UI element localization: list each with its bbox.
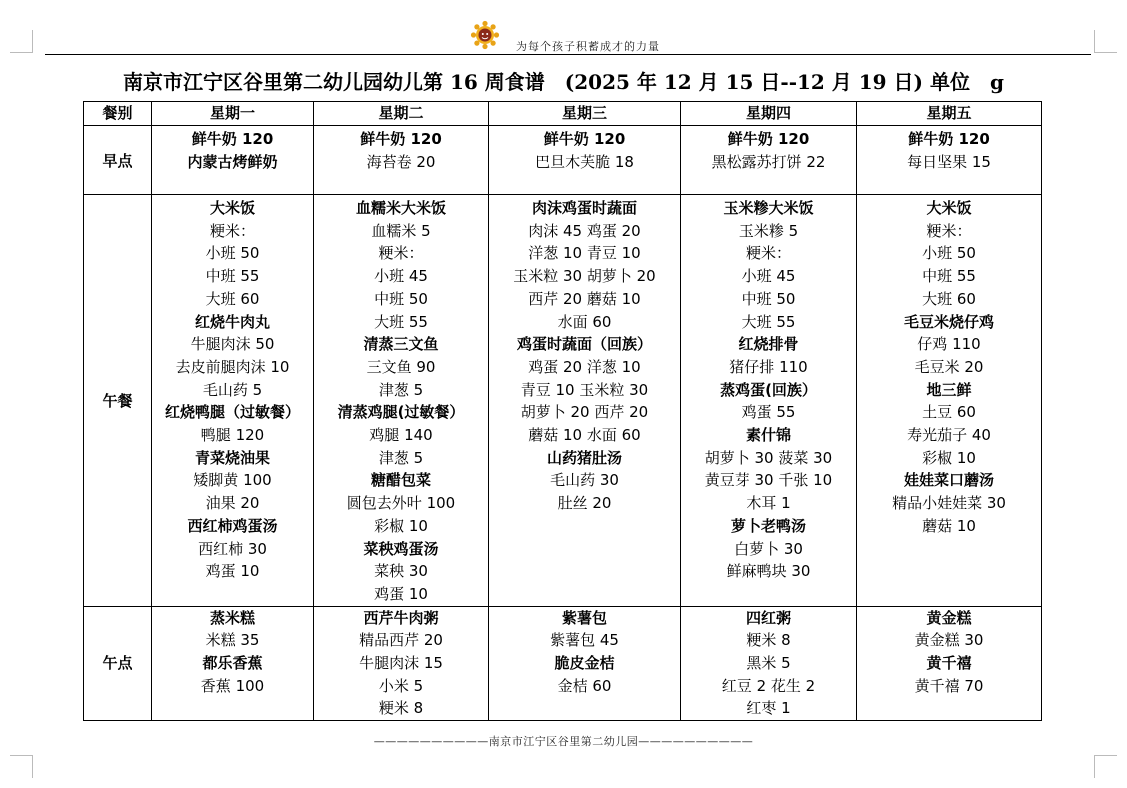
ingredient-line: 玉米糁 5 <box>738 221 799 240</box>
ingredient-line: 中班 50 <box>741 289 796 308</box>
ingredient-line: 彩椒 10 <box>922 448 976 467</box>
menu-cell <box>857 195 1042 607</box>
menu-cell <box>681 195 857 607</box>
ingredient-line: 牛腿肉沫 15 <box>359 654 443 673</box>
ingredient-line: 黄千禧 70 <box>914 676 984 695</box>
ingredient-line: 粳米： <box>209 221 255 240</box>
table-row <box>84 606 1042 721</box>
ingredient-line: 毛山药 5 <box>202 380 263 399</box>
dish-name: 毛豆米烧仔鸡 <box>903 312 994 331</box>
ingredient-line: 彩椒 10 <box>374 516 428 535</box>
dish-name: 红烧排骨 <box>738 335 799 354</box>
ingredient-line: 青豆 10 玉米粒 30 <box>520 380 649 399</box>
ingredient-line: 肚丝 20 <box>557 494 612 513</box>
ingredient-line: 鲜麻鸭块 30 <box>726 562 811 581</box>
menu-cell <box>152 126 314 195</box>
ingredient-line: 毛山药 30 <box>550 471 619 490</box>
header-divider <box>45 54 1091 55</box>
ingredient-line: 白萝卜 30 <box>734 539 803 558</box>
ingredient-line: 每日坚果 15 <box>907 152 991 171</box>
ingredient-line: 矮脚黄 100 <box>193 471 272 490</box>
ingredient-line: 胡萝卜 20 西芹 20 <box>520 403 649 422</box>
ingredient-line: 紫薯包 45 <box>550 631 619 650</box>
dish-name: 紫薯包 <box>561 608 607 627</box>
dish-name: 大米饭 <box>209 199 255 217</box>
ingredient-line: 鸡腿 140 <box>369 426 433 445</box>
dish-name: 青菜烧油果 <box>194 448 270 467</box>
dish-name: 西芹牛肉粥 <box>363 608 439 627</box>
column-header: 星期四 <box>681 102 857 126</box>
column-header: 星期三 <box>489 102 681 126</box>
ingredient-line: 仔鸡 110 <box>917 335 981 354</box>
dish-name: 四红粥 <box>745 608 791 627</box>
dish-name: 大米饭 <box>926 199 972 217</box>
ingredient-line: 精品小娃娃菜 30 <box>892 494 1006 513</box>
menu-cell <box>681 126 857 195</box>
column-header: 星期一 <box>152 102 314 126</box>
ingredient-line: 寿光茄子 40 <box>907 426 991 445</box>
dish-name: 鲜牛奶 120 <box>360 130 442 148</box>
ingredient-line: 小班 50 <box>205 244 260 263</box>
dish-name: 都乐香蕉 <box>202 654 263 673</box>
ingredient-line: 木耳 1 <box>746 494 791 513</box>
menu-cell <box>152 606 314 721</box>
meal-label: 午餐 <box>84 195 152 607</box>
crop-mark-top-right <box>1094 30 1117 53</box>
dish-name: 山药猪肚汤 <box>546 448 622 467</box>
ingredient-line: 小班 50 <box>922 244 976 263</box>
ingredient-line: 粳米 8 <box>378 699 424 718</box>
dish-name: 地三鲜 <box>926 380 972 399</box>
dish-name: 清蒸三文鱼 <box>363 335 439 354</box>
crop-mark-bottom-right <box>1094 755 1117 778</box>
menu-cell <box>314 606 489 721</box>
crop-mark-top-left <box>10 30 33 53</box>
ingredient-line: 菜秧 30 <box>374 562 428 581</box>
column-header: 星期五 <box>857 102 1042 126</box>
menu-cell <box>489 606 681 721</box>
ingredient-line: 蘑菇 10 水面 60 <box>528 426 641 445</box>
meal-label: 早点 <box>84 126 152 195</box>
kindergarten-logo-icon <box>470 20 500 50</box>
dish-name: 菜秧鸡蛋汤 <box>363 539 439 558</box>
ingredient-line: 鸡蛋 10 <box>205 562 260 581</box>
ingredient-line: 大班 60 <box>205 289 260 308</box>
dish-name: 蒸鸡蛋(回族） <box>720 380 817 399</box>
dish-name: 脆皮金桔 <box>554 654 615 673</box>
dish-name: 西红柿鸡蛋汤 <box>187 516 278 535</box>
ingredient-line: 鸡蛋 10 <box>374 584 428 603</box>
ingredient-line: 黄金糕 30 <box>914 631 984 650</box>
ingredient-line: 西芹 20 蘑菇 10 <box>528 289 641 308</box>
ingredient-line: 玉米粒 30 胡萝卜 20 <box>513 267 656 286</box>
dish-name: 玉米糁大米饭 <box>723 199 814 217</box>
ingredient-line: 牛腿肉沫 50 <box>190 335 275 354</box>
ingredient-line: 香蕉 100 <box>200 676 265 695</box>
ingredient-line: 黑米 5 <box>746 654 791 673</box>
ingredient-line: 去皮前腿肉沫 10 <box>175 357 290 376</box>
dish-name: 红烧鸭腿（过敏餐） <box>164 403 300 422</box>
meal-label: 午点 <box>84 606 152 721</box>
ingredient-line: 胡萝卜 30 菠菜 30 <box>704 448 833 467</box>
ingredient-line: 粳米： <box>745 244 791 263</box>
ingredient-line: 小班 45 <box>741 267 796 286</box>
menu-cell <box>489 126 681 195</box>
ingredient-line: 鸡蛋 20 洋葱 10 <box>528 357 641 376</box>
ingredient-line: 水面 60 <box>557 312 612 331</box>
weekly-menu-table <box>83 101 1042 721</box>
ingredient-line: 粳米 8 <box>746 631 791 650</box>
footer-text: ——————————南京市江宁区谷里第二幼儿园—————————— <box>373 735 754 748</box>
ingredient-line: 米糕 35 <box>205 631 260 650</box>
ingredient-line: 黑松露苏打饼 22 <box>711 152 826 171</box>
ingredient-line: 海苔卷 20 <box>366 152 436 171</box>
dish-name: 血糯米大米饭 <box>355 199 446 217</box>
ingredient-line: 大班 55 <box>741 312 796 331</box>
ingredient-line: 油果 20 <box>205 494 260 513</box>
dish-name: 黄千禧 <box>926 654 972 673</box>
menu-cell <box>681 606 857 721</box>
dish-name: 鲜牛奶 120 <box>908 130 990 148</box>
ingredient-line: 中班 55 <box>205 267 260 286</box>
menu-cell <box>314 126 489 195</box>
menu-cell <box>489 195 681 607</box>
ingredient-line: 津葱 5 <box>378 380 424 399</box>
ingredient-line: 金桔 60 <box>557 676 612 695</box>
dish-name: 内蒙古烤鲜奶 <box>187 152 278 171</box>
dish-name: 黄金糕 <box>926 608 972 627</box>
ingredient-line: 蘑菇 10 <box>922 516 976 535</box>
dish-name: 素什锦 <box>745 426 791 445</box>
ingredient-line: 中班 50 <box>374 289 428 308</box>
column-header: 星期二 <box>314 102 489 126</box>
column-header: 餐别 <box>84 102 152 126</box>
page-title: 南京市江宁区谷里第二幼儿园幼儿第 16 周食谱 (2025 年 12 月 15 日--12 月 19 日) 单位 g <box>123 70 1004 94</box>
ingredient-line: 三文鱼 90 <box>366 357 436 376</box>
dish-name: 糖醋包菜 <box>370 471 431 490</box>
dish-name: 鲜牛奶 120 <box>727 130 810 148</box>
table-header-row <box>84 102 1042 126</box>
ingredient-line: 洋葱 10 青豆 10 <box>528 244 641 263</box>
ingredient-line: 红枣 1 <box>746 699 791 718</box>
ingredient-line: 血糯米 5 <box>371 221 431 240</box>
ingredient-line: 圆包去外叶 100 <box>346 494 456 513</box>
ingredient-line: 毛豆米 20 <box>914 357 984 376</box>
dish-name: 肉沫鸡蛋时蔬面 <box>531 199 637 217</box>
dish-name: 娃娃菜口蘑汤 <box>903 471 994 490</box>
menu-cell <box>314 195 489 607</box>
ingredient-line: 小米 5 <box>378 676 424 695</box>
ingredient-line: 鸡蛋 55 <box>741 403 796 422</box>
ingredient-line: 黄豆芽 30 千张 10 <box>704 471 833 490</box>
ingredient-line: 中班 55 <box>922 267 976 286</box>
menu-cell <box>857 606 1042 721</box>
ingredient-line: 小班 45 <box>374 267 428 286</box>
ingredient-line: 土豆 60 <box>922 403 976 422</box>
menu-cell <box>152 195 314 607</box>
dish-name: 鲜牛奶 120 <box>543 130 626 148</box>
dish-name: 鲜牛奶 120 <box>191 130 274 148</box>
dish-name: 蒸米糕 <box>209 608 255 627</box>
dish-name: 红烧牛肉丸 <box>194 312 270 331</box>
ingredient-line: 粳米： <box>926 221 972 240</box>
menu-cell <box>857 126 1042 195</box>
ingredient-line: 大班 60 <box>922 289 976 308</box>
slogan: 为每个孩子积蓄成才的力量 <box>516 40 660 53</box>
ingredient-line: 西红柿 30 <box>198 539 267 558</box>
crop-mark-bottom-left <box>10 755 33 778</box>
ingredient-line: 肉沫 45 鸡蛋 20 <box>528 221 641 240</box>
table-row <box>84 195 1042 607</box>
ingredient-line: 粳米： <box>378 244 424 263</box>
dish-name: 萝卜老鸭汤 <box>730 516 806 535</box>
ingredient-line: 精品西芹 20 <box>359 631 443 650</box>
ingredient-line: 鸭腿 120 <box>200 426 265 445</box>
ingredient-line: 红豆 2 花生 2 <box>721 676 816 695</box>
dish-name: 清蒸鸡腿(过敏餐） <box>337 403 465 422</box>
dish-name: 鸡蛋时蔬面（回族） <box>516 335 652 354</box>
ingredient-line: 猪仔排 110 <box>729 357 808 376</box>
ingredient-line: 津葱 5 <box>378 448 424 467</box>
ingredient-line: 巴旦木芙脆 18 <box>535 152 634 171</box>
table-row <box>84 126 1042 195</box>
ingredient-line: 大班 55 <box>374 312 428 331</box>
